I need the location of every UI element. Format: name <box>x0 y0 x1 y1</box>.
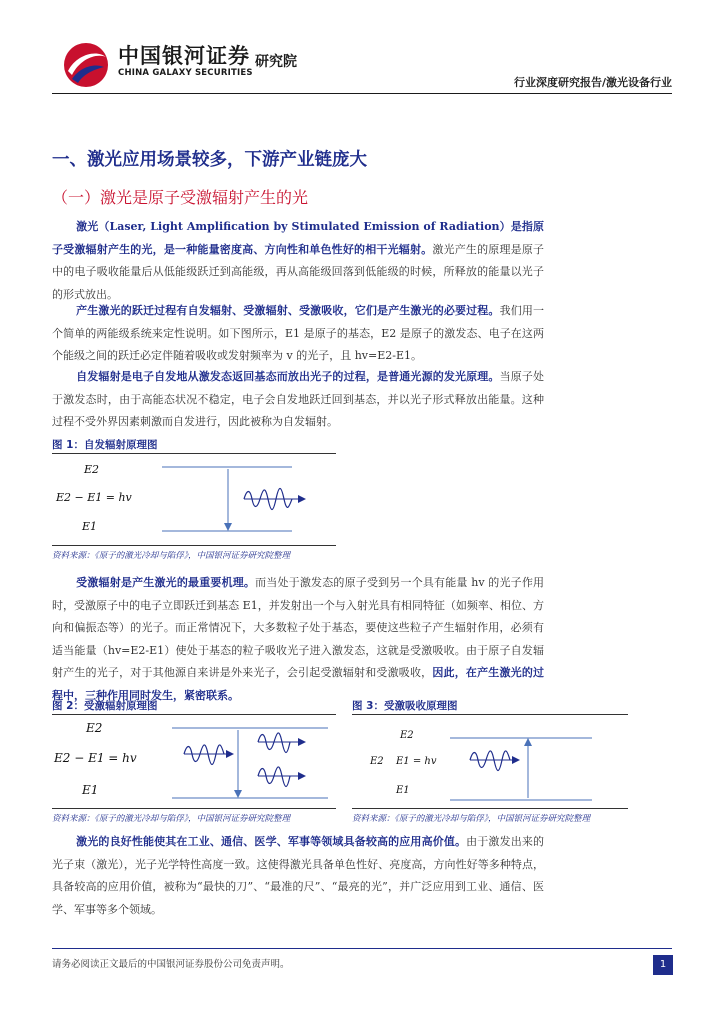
label-energy-equation: E1 = hv <box>396 756 437 767</box>
galaxy-logo-icon <box>62 41 110 89</box>
figure-2-title: 图 2：受激辐射原理图 <box>52 700 158 712</box>
absorbed-photon-arrowhead <box>512 756 520 764</box>
figure-1-diagram <box>52 455 336 545</box>
label-e2: E2 <box>86 721 103 735</box>
label-eq-e2: E2 <box>370 756 384 767</box>
paragraph-lead: 受激辐射是产生激光的最重要机理。 <box>76 576 256 589</box>
paragraph-lead: 激光（Laser, Light Amplification by Stimulated Emission of Radiation）是指原子受激辐射产生的光，是一种能量密度高、方向性和单色性好的相干光辐射。 <box>52 220 544 256</box>
figure-3-bottom-rule <box>352 808 628 809</box>
absorption-arrowhead <box>524 738 532 746</box>
paragraph-laser-definition <box>52 216 544 306</box>
stimulated-photon-arrowhead-2 <box>298 772 306 780</box>
absorbed-photon-wave <box>470 751 510 771</box>
figure-2-diagram <box>52 716 336 808</box>
figure-1-top-rule <box>52 453 336 454</box>
paragraph-spontaneous-emission <box>52 366 544 434</box>
header-divider <box>52 93 672 94</box>
figure-2-source: 资料来源：《原子的激光冷却与陷俘》，中国银河证券研究院整理 <box>52 814 291 824</box>
label-e1: E1 <box>82 520 98 533</box>
logo-institute: 研究院 <box>255 54 297 70</box>
figure-3-top-rule <box>352 714 628 715</box>
incident-photon-wave <box>184 745 224 765</box>
report-category: 行业深度研究报告/激光设备行业 <box>513 76 672 89</box>
paragraph-applications <box>52 831 544 921</box>
label-e1: E1 <box>396 785 410 796</box>
figure-3-diagram <box>352 716 628 808</box>
paragraph-stimulated-emission <box>52 572 544 707</box>
paragraph-body: 由于激发出来的光子束（激光），光子光学特性高度一致。这使得激光具备单色性好、亮度高，方向性好等多种特点，具备较高的应用价值，被称为“最快的刀”、“最准的尺”、“最亮的光”，并广泛应用到工业、通信、医学、军事等多个领域。 <box>52 835 544 916</box>
logo-english-name: CHINA GALAXY SECURITIES <box>118 68 253 78</box>
footer-divider <box>52 948 672 949</box>
paragraph-transitions <box>52 300 544 368</box>
paragraph-body: 我们用一个简单的两能级系统来定性说明。如下图所示，E1 是原子的基态，E2 是原子的激发态、电子在这两个能级之间的跃迁必定伴随着吸收或发射频率为 v 的光子，且 hv=E2-E1。 <box>52 304 545 362</box>
figure-2-top-rule <box>52 714 336 715</box>
paragraph-body: 激光产生的原理是原子中的电子吸收能量后从低能级跃迁到高能级，再从高能级回落到低能级的时候，所释放的能量以光子的形式放出。 <box>52 242 545 301</box>
paragraph-lead: 产生激光的跃迁过程有自发辐射、受激辐射、受激吸收，它们是产生激光的必要过程。 <box>76 304 500 317</box>
label-e2: E2 <box>84 463 100 476</box>
logo-chinese-name: 中国银河证券 <box>118 44 250 68</box>
incident-photon-arrowhead <box>226 750 234 758</box>
stimulated-photon-wave-1 <box>258 733 290 753</box>
footer-disclaimer: 请务必阅读正文最后的中国银河证券股份公司免责声明。 <box>52 959 290 970</box>
figure-3-source: 资料来源：《原子的激光冷却与陷俘》，中国银河证券研究院整理 <box>352 814 591 824</box>
section-heading: 一、激光应用场景较多，下游产业链庞大 <box>52 150 367 170</box>
paragraph-body: 当原子处于激发态时，由于高能态状况不稳定，电子会自发地跃迁回到基态，并以光子形式释放出能量。这种过程不受外界因素刺激而自发进行，因此被称为自发辐射。 <box>52 370 545 428</box>
paragraph-body: 而当处于激发态的原子受到另一个具有能量 hv 的光子作用时，受激原子中的电子立即跃迁到基态 E1，并发射出一个与入射光具有相同特征（如频率、相位、方向和偏振态等）的光子。而正常情况下，大多数粒子处于基态，要使这些粒子产生辐射作用，必须有适当能量（hv=E2-E1）使处于基态的粒子吸收光子进入激发态，这就是受激吸收。由于原子自发辐射产生的光子，对于其他源自来讲是外来光子，会引起受激辐射和受激吸收， <box>52 576 545 679</box>
transition-arrowhead <box>224 523 232 531</box>
stimulated-photon-wave-2 <box>258 767 290 787</box>
figure-2-bottom-rule <box>52 808 336 809</box>
figure-1-source: 资料来源：《原子的激光冷却与陷俘》，中国银河证券研究院整理 <box>52 551 291 561</box>
paragraph-lead: 自发辐射是电子自发地从激发态返回基态而放出光子的过程，是普通光源的发光原理。 <box>76 370 500 383</box>
subsection-heading: （一）激光是原子受激辐射产生的光 <box>52 188 309 207</box>
stimulated-photon-arrowhead-1 <box>298 738 306 746</box>
label-energy-equation: E2 − E1 = hv <box>54 751 137 765</box>
figure-3-title: 图 3：受激吸收原理图 <box>352 700 458 712</box>
figure-1-bottom-rule <box>52 545 336 546</box>
page-number: 1 <box>653 955 673 975</box>
label-e1: E1 <box>82 783 99 797</box>
label-energy-equation: E2 − E1 = hv <box>56 491 132 504</box>
paragraph-lead: 激光的良好性能使其在工业、通信、医学、军事等领域具备较高的应用高价值。 <box>76 835 467 848</box>
label-e2: E2 <box>400 730 414 741</box>
figure-1-title: 图 1：自发辐射原理图 <box>52 439 158 451</box>
paragraph-conclusion: 因此，在产生激光的过程中，三种作用同时发生，紧密联系。 <box>52 666 545 702</box>
photon-direction-arrowhead <box>298 495 306 503</box>
transition-arrowhead <box>234 790 242 798</box>
